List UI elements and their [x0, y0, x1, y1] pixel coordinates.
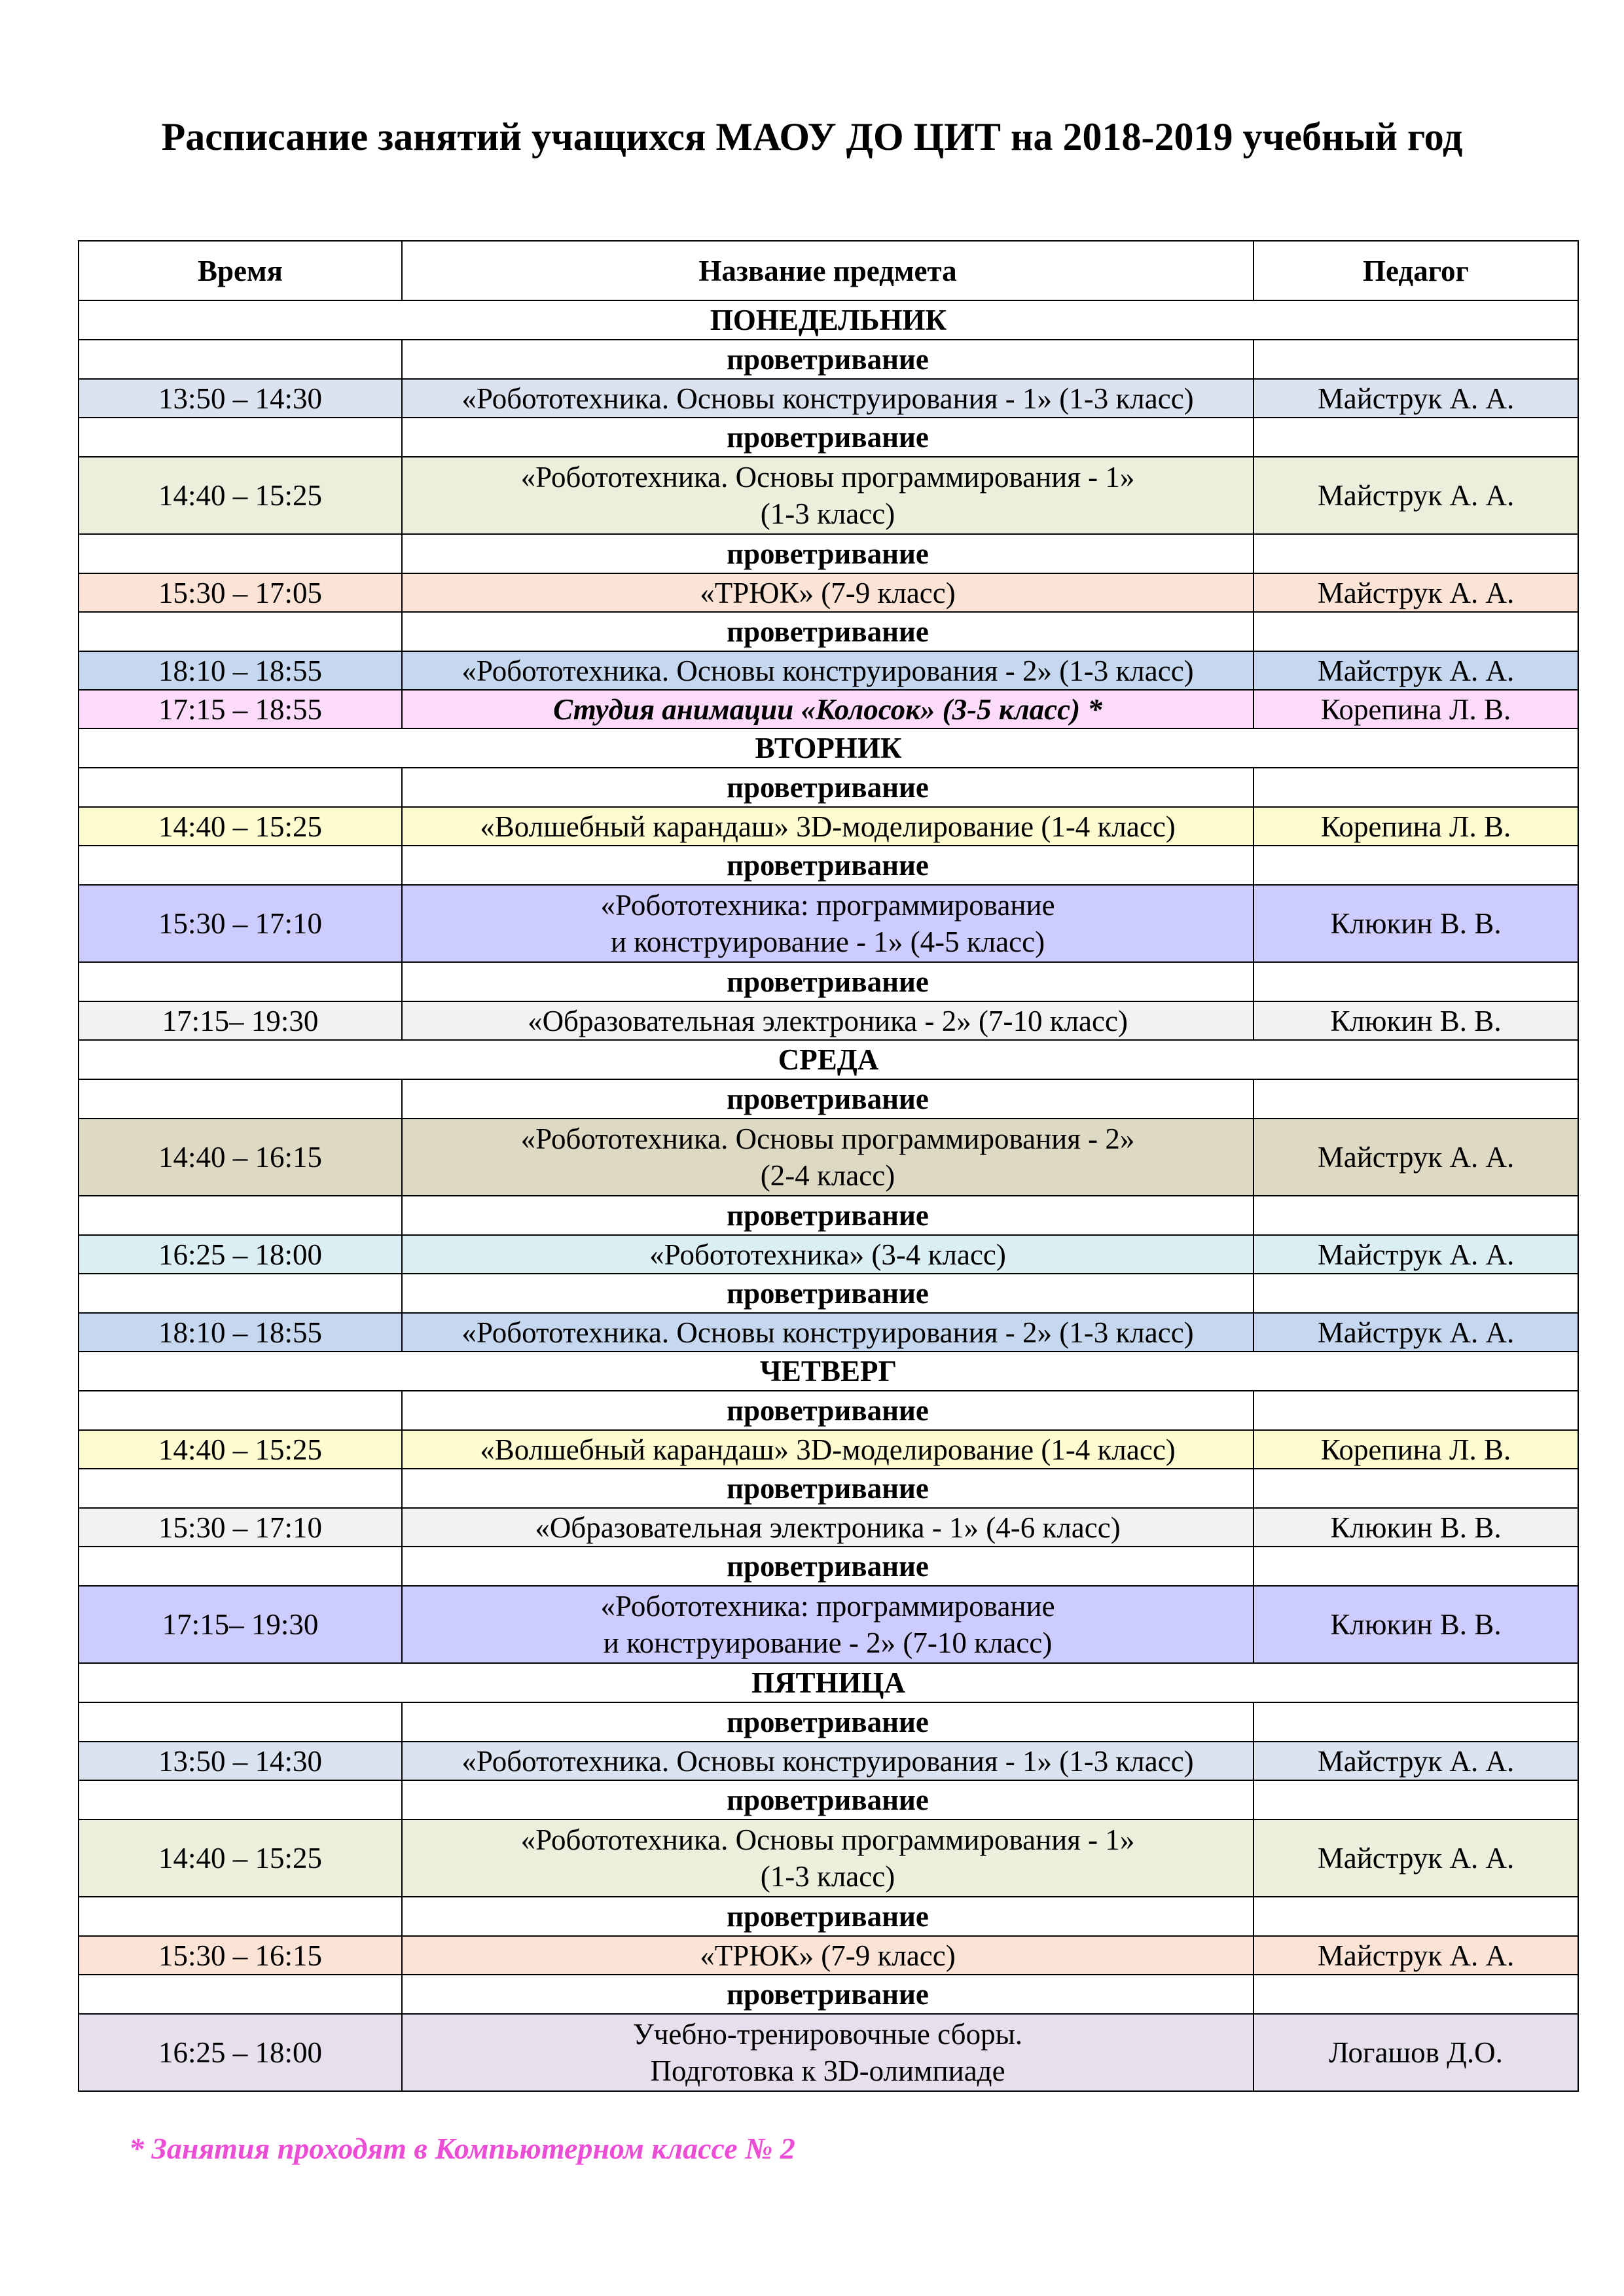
schedule-table: [78, 240, 1579, 2092]
lesson-subject: [402, 457, 1254, 534]
lesson-teacher: Клюкин В. В.: [1254, 885, 1578, 962]
lesson-subject: «Образовательная электроника - 2» (7-10 класс): [402, 1001, 1254, 1040]
ventilation-row: [79, 418, 1578, 457]
lesson-subject: «Волшебный карандаш» 3D-моделирование (1-4 класс): [402, 807, 1254, 846]
day-name: СРЕДА: [79, 1040, 1578, 1079]
lesson-time: 17:15– 19:30: [79, 1001, 402, 1040]
ventilation-empty-time: [79, 612, 402, 651]
lesson-subject: «ТРЮК» (7-9 класс): [402, 573, 1254, 612]
lesson-teacher: Майструк А. А.: [1254, 457, 1578, 534]
lesson-subject-line-2: (1-3 класс): [760, 497, 895, 530]
lesson-row: [79, 2014, 1578, 2091]
lesson-teacher: Майструк А. А.: [1254, 1235, 1578, 1274]
header-time: Время: [79, 241, 402, 300]
ventilation-empty-teacher: [1254, 612, 1578, 651]
day-row: [79, 1663, 1578, 1702]
page-title: Расписание занятий учащихся МАОУ ДО ЦИТ на 2018-2019 учебный год: [161, 115, 1463, 158]
lesson-subject-line-2: (1-3 класс): [760, 1860, 895, 1893]
lesson-row: [79, 1508, 1578, 1547]
footnote: * Занятия проходят в Компьютерном классе № 2: [129, 2132, 795, 2165]
lesson-teacher: Клюкин В. В.: [1254, 1586, 1578, 1663]
lesson-row: [79, 1936, 1578, 1975]
lesson-time: 14:40 – 15:25: [79, 1820, 402, 1897]
lesson-teacher: Клюкин В. В.: [1254, 1508, 1578, 1547]
lesson-row: [79, 690, 1578, 728]
lesson-subject: «Робототехника. Основы конструирования - 2» (1-3 класс): [402, 651, 1254, 690]
lesson-time: 16:25 – 18:00: [79, 1235, 402, 1274]
lesson-teacher: Корепина Л. В.: [1254, 807, 1578, 846]
ventilation-empty-teacher: [1254, 418, 1578, 457]
lesson-row: [79, 379, 1578, 418]
lesson-teacher: Логашов Д.О.: [1254, 2014, 1578, 2091]
ventilation-empty-teacher: [1254, 962, 1578, 1001]
ventilation-row: [79, 1196, 1578, 1235]
ventilation-row: [79, 962, 1578, 1001]
lesson-subject: «Образовательная электроника - 1» (4-6 класс): [402, 1508, 1254, 1547]
ventilation-empty-teacher: [1254, 1196, 1578, 1235]
lesson-row: [79, 885, 1578, 962]
ventilation-empty-time: [79, 1196, 402, 1235]
lesson-subject-line-1: «Робототехника. Основы программирования - 1»: [520, 1823, 1135, 1856]
lesson-row: [79, 1430, 1578, 1469]
lesson-time: 14:40 – 15:25: [79, 807, 402, 846]
lesson-teacher: Майструк А. А.: [1254, 651, 1578, 690]
lesson-row: [79, 457, 1578, 534]
ventilation-empty-time: [79, 1079, 402, 1119]
lesson-subject: «Робототехника. Основы конструирования - 2» (1-3 класс): [402, 1313, 1254, 1352]
lesson-time: 15:30 – 17:10: [79, 885, 402, 962]
ventilation-label: проветривание: [402, 1975, 1254, 2014]
lesson-subject-line-1: «Робототехника. Основы программирования - 1»: [520, 461, 1135, 493]
ventilation-empty-teacher: [1254, 768, 1578, 807]
ventilation-empty-teacher: [1254, 1391, 1578, 1430]
lesson-subject: «Робототехника. Основы конструирования - 1» (1-3 класс): [402, 1742, 1254, 1780]
lesson-teacher: Корепина Л. В.: [1254, 1430, 1578, 1469]
ventilation-label: проветривание: [402, 768, 1254, 807]
header-row: [79, 241, 1578, 300]
lesson-subject-line-1: «Робототехника: программирование: [600, 889, 1055, 922]
ventilation-empty-time: [79, 768, 402, 807]
day-name: ПОНЕДЕЛЬНИК: [79, 300, 1578, 340]
ventilation-label: проветривание: [402, 418, 1254, 457]
lesson-subject: [402, 1820, 1254, 1897]
lesson-row: [79, 1313, 1578, 1352]
lesson-time: 18:10 – 18:55: [79, 1313, 402, 1352]
lesson-row: [79, 1001, 1578, 1040]
ventilation-row: [79, 1079, 1578, 1119]
lesson-row: [79, 573, 1578, 612]
lesson-row: [79, 1235, 1578, 1274]
ventilation-empty-time: [79, 1547, 402, 1586]
header-subject: Название предмета: [402, 241, 1254, 300]
lesson-teacher: Майструк А. А.: [1254, 1313, 1578, 1352]
lesson-row: [79, 1586, 1578, 1663]
lesson-teacher: Клюкин В. В.: [1254, 1001, 1578, 1040]
ventilation-empty-time: [79, 1469, 402, 1508]
ventilation-empty-time: [79, 1780, 402, 1820]
ventilation-empty-time: [79, 962, 402, 1001]
lesson-row: [79, 807, 1578, 846]
ventilation-row: [79, 1897, 1578, 1936]
ventilation-empty-teacher: [1254, 1702, 1578, 1742]
day-row: [79, 728, 1578, 768]
lesson-subject: [402, 885, 1254, 962]
lesson-time: 13:50 – 14:30: [79, 1742, 402, 1780]
ventilation-label: проветривание: [402, 962, 1254, 1001]
ventilation-empty-teacher: [1254, 340, 1578, 379]
lesson-subject-line-2: (2-4 класс): [760, 1159, 895, 1192]
lesson-subject: «ТРЮК» (7-9 класс): [402, 1936, 1254, 1975]
ventilation-row: [79, 768, 1578, 807]
ventilation-empty-time: [79, 418, 402, 457]
ventilation-empty-teacher: [1254, 1469, 1578, 1508]
lesson-subject-line-1: «Робототехника. Основы программирования - 2»: [520, 1122, 1135, 1155]
lesson-time: 15:30 – 17:05: [79, 573, 402, 612]
ventilation-empty-time: [79, 534, 402, 573]
day-name: ЧЕТВЕРГ: [79, 1352, 1578, 1391]
lesson-time: 17:15 – 18:55: [79, 690, 402, 728]
ventilation-empty-teacher: [1254, 534, 1578, 573]
lesson-subject-line-1: «Робототехника: программирование: [600, 1590, 1055, 1623]
ventilation-label: проветривание: [402, 1702, 1254, 1742]
ventilation-empty-teacher: [1254, 1780, 1578, 1820]
ventilation-label: проветривание: [402, 1547, 1254, 1586]
lesson-row: [79, 1742, 1578, 1780]
ventilation-label: проветривание: [402, 534, 1254, 573]
ventilation-label: проветривание: [402, 1897, 1254, 1936]
lesson-teacher: Корепина Л. В.: [1254, 690, 1578, 728]
lesson-subject: «Волшебный карандаш» 3D-моделирование (1-4 класс): [402, 1430, 1254, 1469]
day-row: [79, 1040, 1578, 1079]
lesson-subject: [402, 1586, 1254, 1663]
ventilation-empty-teacher: [1254, 1897, 1578, 1936]
lesson-teacher: Майструк А. А.: [1254, 1119, 1578, 1196]
header-teacher: Педагог: [1254, 241, 1578, 300]
ventilation-row: [79, 1469, 1578, 1508]
ventilation-row: [79, 1391, 1578, 1430]
ventilation-empty-time: [79, 846, 402, 885]
ventilation-empty-teacher: [1254, 846, 1578, 885]
lesson-row: [79, 1820, 1578, 1897]
lesson-teacher: Майструк А. А.: [1254, 379, 1578, 418]
lesson-row: [79, 651, 1578, 690]
ventilation-label: проветривание: [402, 1391, 1254, 1430]
lesson-teacher: Майструк А. А.: [1254, 1820, 1578, 1897]
ventilation-empty-teacher: [1254, 1079, 1578, 1119]
day-name: ПЯТНИЦА: [79, 1663, 1578, 1702]
lesson-teacher: Майструк А. А.: [1254, 1936, 1578, 1975]
lesson-subject-line-2: и конструирование - 2» (7-10 класс): [603, 1626, 1053, 1659]
ventilation-row: [79, 612, 1578, 651]
lesson-time: 15:30 – 17:10: [79, 1508, 402, 1547]
ventilation-row: [79, 1702, 1578, 1742]
lesson-time: 14:40 – 16:15: [79, 1119, 402, 1196]
ventilation-row: [79, 1274, 1578, 1313]
lesson-subject: [402, 2014, 1254, 2091]
ventilation-label: проветривание: [402, 340, 1254, 379]
ventilation-label: проветривание: [402, 612, 1254, 651]
ventilation-label: проветривание: [402, 1274, 1254, 1313]
lesson-time: 17:15– 19:30: [79, 1586, 402, 1663]
lesson-time: 14:40 – 15:25: [79, 457, 402, 534]
lesson-subject: [402, 1119, 1254, 1196]
lesson-subject-line-1: Учебно-тренировочные сборы.: [632, 2018, 1023, 2051]
ventilation-empty-time: [79, 1897, 402, 1936]
ventilation-empty-time: [79, 1274, 402, 1313]
ventilation-row: [79, 846, 1578, 885]
ventilation-label: проветривание: [402, 1469, 1254, 1508]
ventilation-row: [79, 340, 1578, 379]
schedule-body: [79, 300, 1578, 2091]
day-row: [79, 300, 1578, 340]
lesson-subject-line-2: и конструирование - 1» (4-5 класс): [610, 925, 1045, 958]
lesson-subject: Студия анимации «Колосок» (3-5 класс) *: [402, 690, 1254, 728]
lesson-subject: «Робототехника. Основы конструирования - 1» (1-3 класс): [402, 379, 1254, 418]
ventilation-label: проветривание: [402, 846, 1254, 885]
lesson-subject-line-2: Подготовка к 3D-олимпиаде: [650, 2054, 1005, 2087]
ventilation-row: [79, 1975, 1578, 2014]
lesson-time: 18:10 – 18:55: [79, 651, 402, 690]
ventilation-label: проветривание: [402, 1196, 1254, 1235]
lesson-subject: «Робототехника» (3-4 класс): [402, 1235, 1254, 1274]
ventilation-row: [79, 1547, 1578, 1586]
lesson-teacher: Майструк А. А.: [1254, 573, 1578, 612]
ventilation-empty-teacher: [1254, 1547, 1578, 1586]
ventilation-empty-time: [79, 1975, 402, 2014]
ventilation-row: [79, 1780, 1578, 1820]
ventilation-empty-time: [79, 1702, 402, 1742]
lesson-teacher: Майструк А. А.: [1254, 1742, 1578, 1780]
ventilation-label: проветривание: [402, 1780, 1254, 1820]
lesson-time: 16:25 – 18:00: [79, 2014, 402, 2091]
lesson-row: [79, 1119, 1578, 1196]
ventilation-label: проветривание: [402, 1079, 1254, 1119]
day-name: ВТОРНИК: [79, 728, 1578, 768]
ventilation-empty-time: [79, 1391, 402, 1430]
day-row: [79, 1352, 1578, 1391]
lesson-time: 14:40 – 15:25: [79, 1430, 402, 1469]
lesson-time: 15:30 – 16:15: [79, 1936, 402, 1975]
ventilation-empty-teacher: [1254, 1975, 1578, 2014]
lesson-time: 13:50 – 14:30: [79, 379, 402, 418]
ventilation-empty-time: [79, 340, 402, 379]
ventilation-row: [79, 534, 1578, 573]
ventilation-empty-teacher: [1254, 1274, 1578, 1313]
